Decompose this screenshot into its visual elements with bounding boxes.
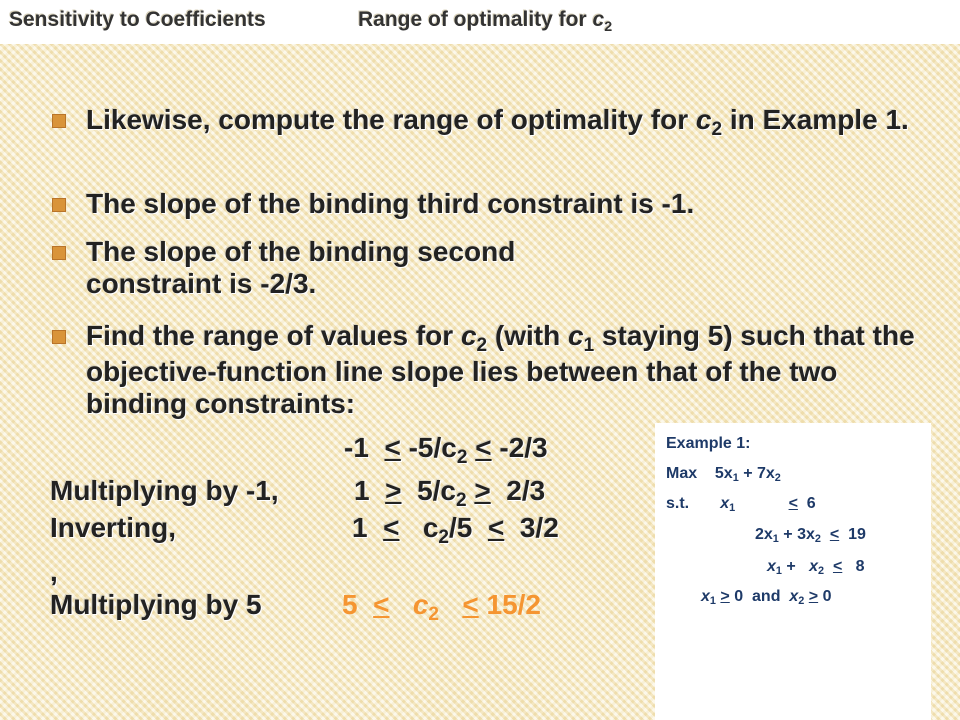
square-bullet-icon — [52, 198, 66, 212]
header-subtitle: Range of optimality for $c_2$ — [358, 8, 613, 35]
inequality-row-1: $-1 < -5/c_2 < -2/3$ — [344, 432, 548, 469]
inequality-row-3-expr: 1 < $c_2/5 < 3/2$ — [352, 512, 559, 549]
result-range: 5 < $c_2$ < 15/2 — [342, 589, 541, 626]
bullet-text: Likewise, compute the range of optimality for $c_2$ in Example 1. — [86, 104, 909, 141]
inequality-row-2: Multiplying by -1, — [50, 475, 279, 506]
bullet-text: The slope of the binding second constraint is -2/3. — [86, 236, 516, 299]
objective-line: Max $5x_1 + 7x_2$ — [666, 465, 781, 485]
constraint-1: s.t. $x_1$ < 6 — [666, 495, 816, 515]
slide-header — [0, 0, 960, 44]
example-panel — [655, 423, 931, 720]
inequality-row-3: Inverting, — [50, 512, 177, 543]
square-bullet-icon — [52, 114, 66, 128]
square-bullet-icon — [52, 330, 66, 344]
square-bullet-icon — [52, 246, 66, 260]
inequality-row-2-expr: $1 > 5/c_2 > 2/3$ — [354, 475, 546, 512]
nonnegativity: $x_1 > 0$ and $x_2 > 0$ — [701, 588, 832, 608]
example-title: Example 1: — [666, 435, 751, 452]
constraint-2: $2x_1 + 3x_2 < 19$ — [755, 526, 866, 546]
bullet-text: The slope of the binding third constraint is -1. — [86, 188, 695, 219]
inequality-row-5: Multiplying by 5 — [50, 589, 262, 620]
constraint-3: $x_1 + x_2$ < 8 — [767, 558, 865, 578]
header-title: Sensitivity to Coefficients — [9, 8, 266, 31]
bullet-text: Find the range of values for $c_2$ (with $c_1$ staying 5) such that the objective-function line slope lies between that of the two binding constraints: — [86, 320, 915, 419]
comma-line: , — [50, 556, 58, 587]
